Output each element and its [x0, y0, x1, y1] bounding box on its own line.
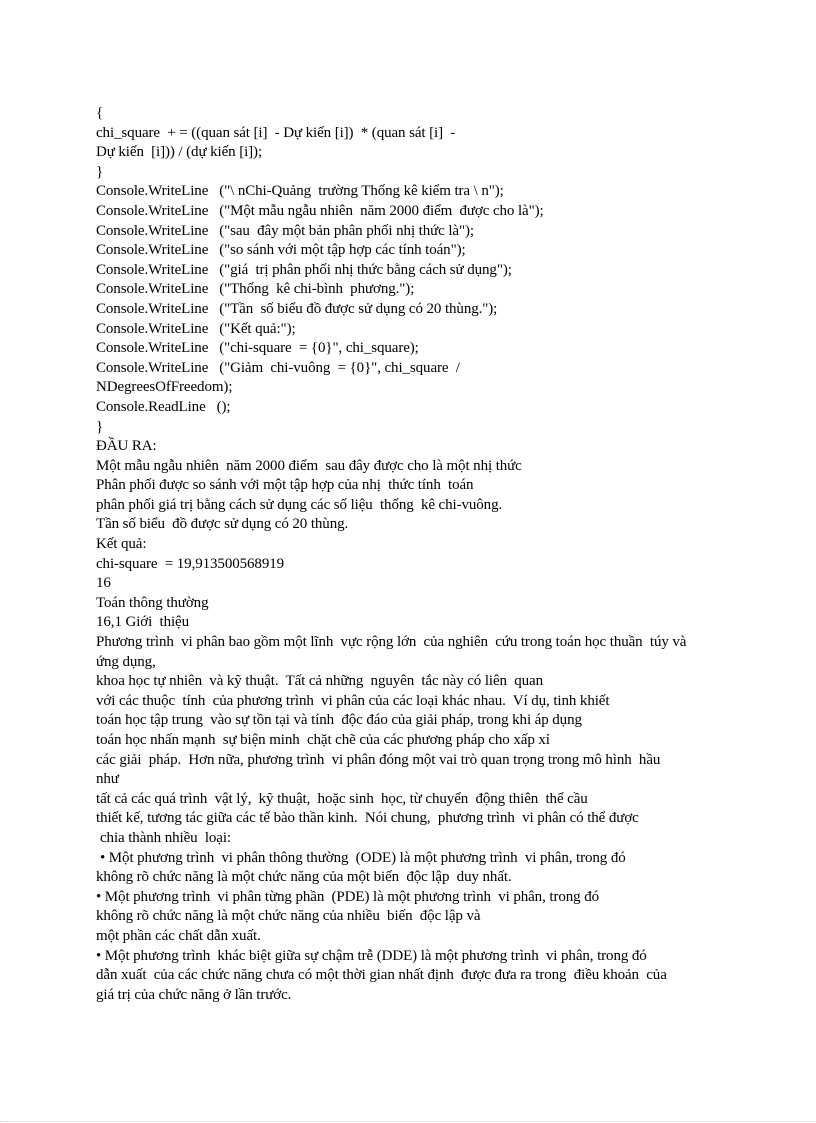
- text-line: Console.WriteLine ("Giảm chi-vuông = {0}", chi_square /: [96, 359, 460, 376]
- page-bottom-rule: [0, 1121, 816, 1122]
- text-line: Console.WriteLine ("sau đây một bản phân phối nhị thức là");: [96, 222, 474, 239]
- text-line: NDegreesOfFreedom);: [96, 379, 233, 396]
- text-line: Console.WriteLine ("Một mẫu ngẫu nhiên năm 2000 điểm được cho là");: [96, 202, 544, 219]
- text-line: ứng dụng,: [96, 653, 156, 670]
- text-line: Console.WriteLine ("\ nChi-Quảng trường Thống kê kiểm tra \ n");: [96, 183, 504, 200]
- text-line: Một mẫu ngẫu nhiên năm 2000 điểm sau đây được cho là một nhị thức: [96, 457, 522, 474]
- text-line: Console.WriteLine ("chi-square = {0}", chi_square);: [96, 340, 419, 357]
- text-line: Console.WriteLine ("giá trị phân phối nhị thức bằng cách sử dụng");: [96, 261, 512, 278]
- text-line: một phần các chất dẫn xuất.: [96, 927, 261, 944]
- text-line: dẫn xuất của các chức năng chưa có một thời gian nhất định được đưa ra trong điều khoản của: [96, 967, 667, 984]
- text-line: Kết quả:: [96, 536, 147, 553]
- text-line: {: [96, 105, 104, 121]
- text-line: phân phối giá trị bằng cách sử dụng các số liệu thống kê chi-vuông.: [96, 496, 503, 513]
- text-line: Console.WriteLine ("Thống kê chi-bình phương.");: [96, 281, 415, 298]
- text-line: }: [96, 418, 104, 435]
- text-line: ĐẦU RA:: [96, 438, 157, 455]
- text-line: toán học nhấn mạnh sự biện minh chặt chẽ của các phương pháp cho xấp xỉ: [96, 732, 550, 748]
- text-line: • Một phương trình khác biệt giữa sự chậm trễ (DDE) là một phương trình vi phân, trong đó: [96, 947, 647, 964]
- text-line: Console.ReadLine ();: [96, 398, 231, 415]
- text-line: không rõ chức năng là một chức năng của một biến độc lập duy nhất.: [96, 869, 512, 886]
- text-line: }: [96, 163, 104, 180]
- text-line: thiết kế, tương tác giữa các tế bào thần kinh. Nói chung, phương trình vi phân có thể được: [96, 810, 639, 827]
- text-line: giá trị của chức năng ở lần trước.: [96, 986, 292, 1003]
- text-line: như: [96, 771, 119, 788]
- text-line: toán học tập trung vào sự tồn tại và tính độc đáo của giải pháp, trong khi áp dụng: [96, 712, 582, 729]
- text-line: với các thuộc tính của phương trình vi phân của các loại khác nhau. Ví dụ, tinh khiết: [96, 692, 610, 709]
- text-line: chi_square + = ((quan sát [i] - Dự kiến [i]) * (quan sát [i] -: [96, 124, 456, 141]
- text-line: Phân phối được so sánh với một tập hợp của nhị thức tính toán: [96, 477, 474, 494]
- text-line: 16: [96, 575, 111, 592]
- text-line: Dự kiến [i])) / (dự kiến [i]);: [96, 144, 263, 161]
- text-line: Console.WriteLine ("so sánh với một tập hợp các tính toán");: [96, 242, 466, 259]
- text-line: Tần số biểu đồ được sử dụng có 20 thùng.: [96, 516, 349, 533]
- text-line: • Một phương trình vi phân từng phần (PDE) là một phương trình vi phân, trong đó: [96, 888, 599, 905]
- text-line: 16,1 Giới thiệu: [96, 614, 189, 631]
- document-body: [96, 104, 736, 1005]
- text-line: khoa học tự nhiên và kỹ thuật. Tất cả những nguyên tắc này có liên quan: [96, 673, 544, 690]
- text-line: không rõ chức năng là một chức năng của nhiều biến độc lập và: [96, 908, 481, 925]
- text-line: chia thành nhiều loại:: [100, 829, 231, 846]
- text-line: chi-square = 19,913500568919: [96, 555, 285, 572]
- text-line: Phương trình vi phân bao gồm một lĩnh vực rộng lớn của nghiên cứu trong toán học thuần túy và: [96, 634, 687, 651]
- text-line: Console.WriteLine ("Kết quả:");: [96, 320, 296, 337]
- text-line: tất cả các quá trình vật lý, kỹ thuật, hoặc sinh học, từ chuyển động thiên thể cầu: [96, 790, 588, 807]
- text-line: Console.WriteLine ("Tần số biểu đồ được sử dụng có 20 thùng.");: [96, 300, 498, 317]
- text-line: các giải pháp. Hơn nữa, phương trình vi phân đóng một vai trò quan trọng trong mô hình hầu: [96, 751, 661, 768]
- text-line: Toán thông thường: [96, 594, 209, 611]
- text-line: • Một phương trình vi phân thông thường (ODE) là một phương trình vi phân, trong đó: [100, 849, 626, 866]
